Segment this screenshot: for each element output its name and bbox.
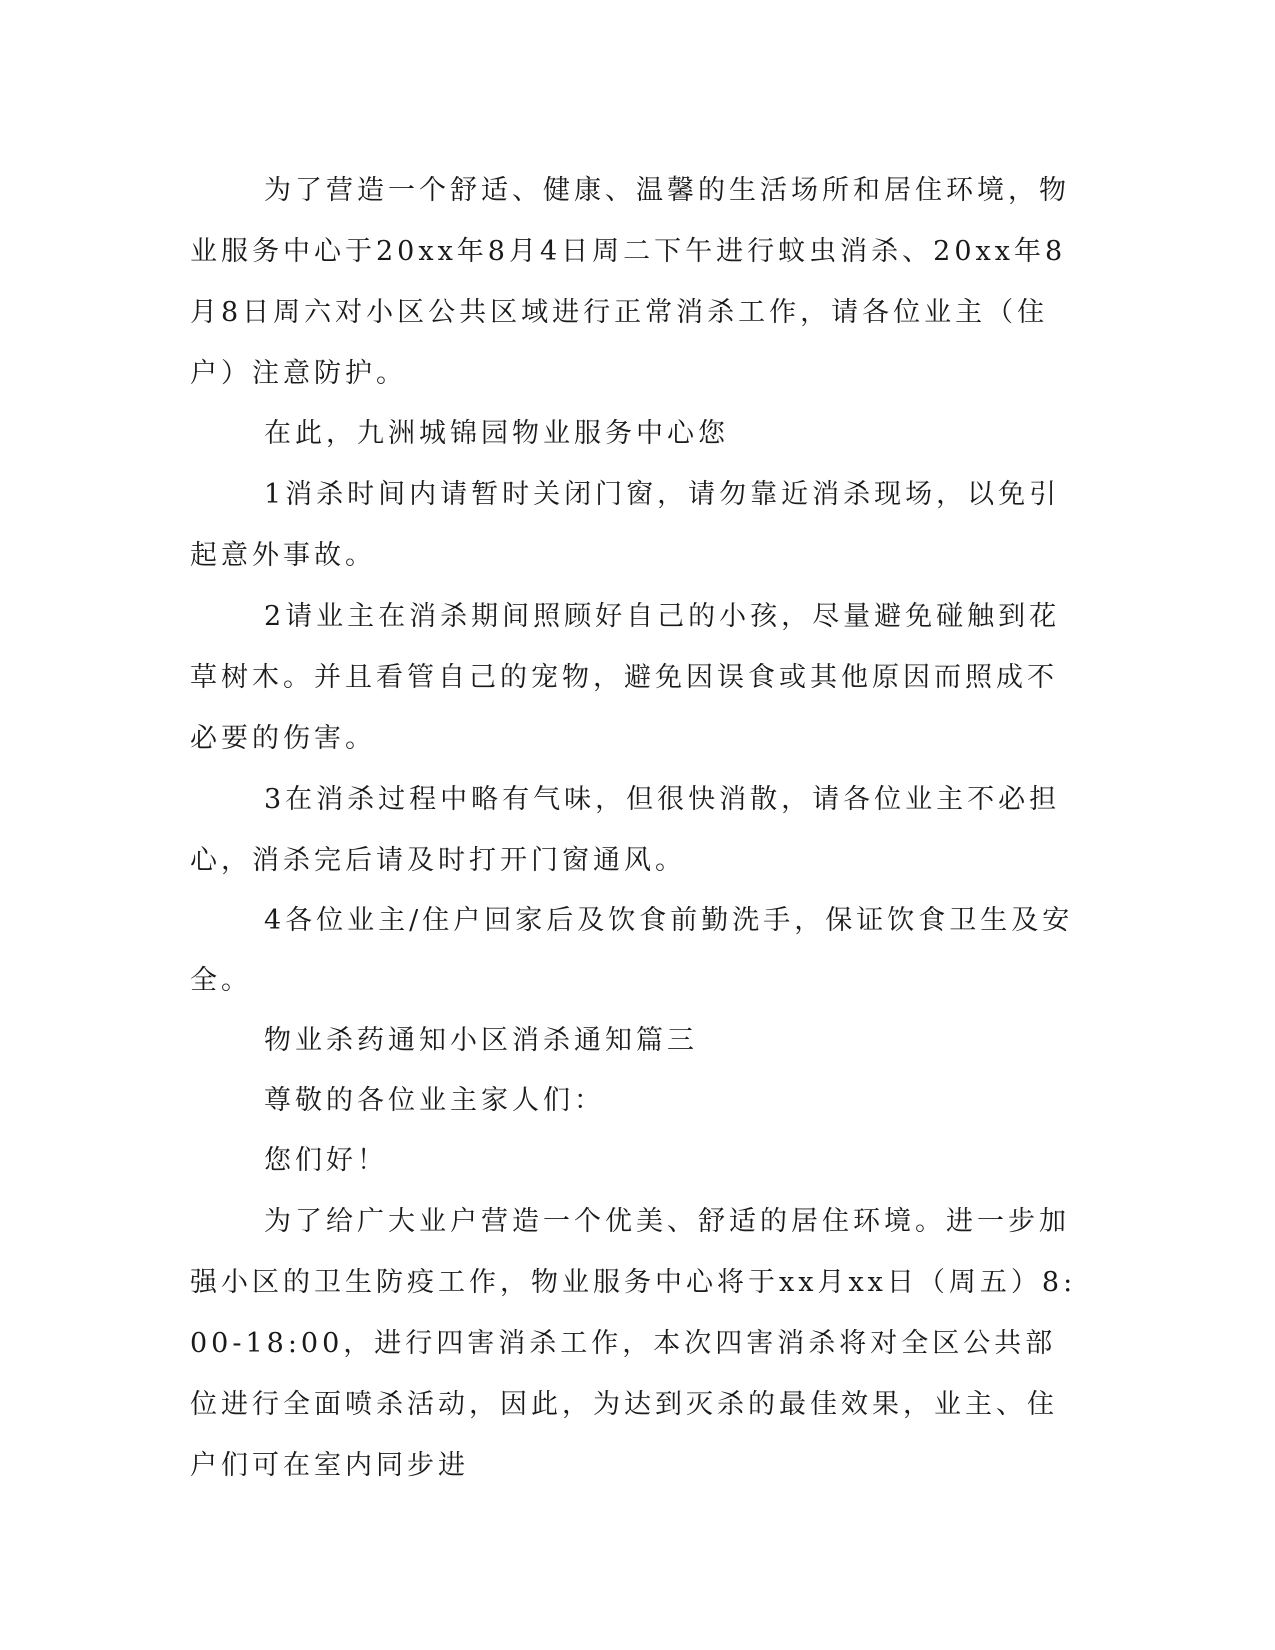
paragraph-notice: 为了给广大业户营造一个优美、舒适的居住环境。进一步加强小区的卫生防疫工作，物业服务中心将于xx月xx日（周五）8:00-18:00，进行四害消杀工作，本次四害消杀将对全区公共部位进行全面喷杀活动，因此，为达到灭杀的最佳效果，业主、住户们可在室内同步进 bbox=[190, 1206, 1077, 1481]
salutation: 尊敬的各位业主家人们： bbox=[264, 1085, 605, 1116]
paragraph-item-2: 2请业主在消杀期间照顾好自己的小孩，尽量避免碰触到花草树木。并且看管自己的宠物，避免因误食或其他原因而照成不必要的伤害。 bbox=[190, 601, 1061, 754]
section-heading: 物业杀药通知小区消杀通知篇三 bbox=[264, 1025, 698, 1056]
greeting: 您们好！ bbox=[264, 1145, 388, 1176]
paragraph-item-3: 3在消杀过程中略有气味，但很快消散，请各位业主不必担心，消杀完后请及时打开门窗通风。 bbox=[190, 784, 1061, 876]
document-body bbox=[190, 160, 1080, 1496]
paragraph-item-4: 4各位业主/住户回家后及饮食前勤洗手，保证饮食卫生及安全。 bbox=[190, 905, 1074, 996]
paragraph-signoff: 在此，九洲城锦园物业服务中心您 bbox=[264, 418, 729, 449]
paragraph-item-1: 1消杀时间内请暂时关闭门窗，请勿靠近消杀现场，以免引起意外事故。 bbox=[190, 479, 1061, 571]
paragraph-intro: 为了营造一个舒适、健康、温馨的生活场所和居住环境，物业服务中心于20xx年8月4日周二下午进行蚊虫消杀、20xx年8月8日周六对小区公共区域进行正常消杀工作，请各位业主（住户）注意防护。 bbox=[190, 175, 1070, 389]
